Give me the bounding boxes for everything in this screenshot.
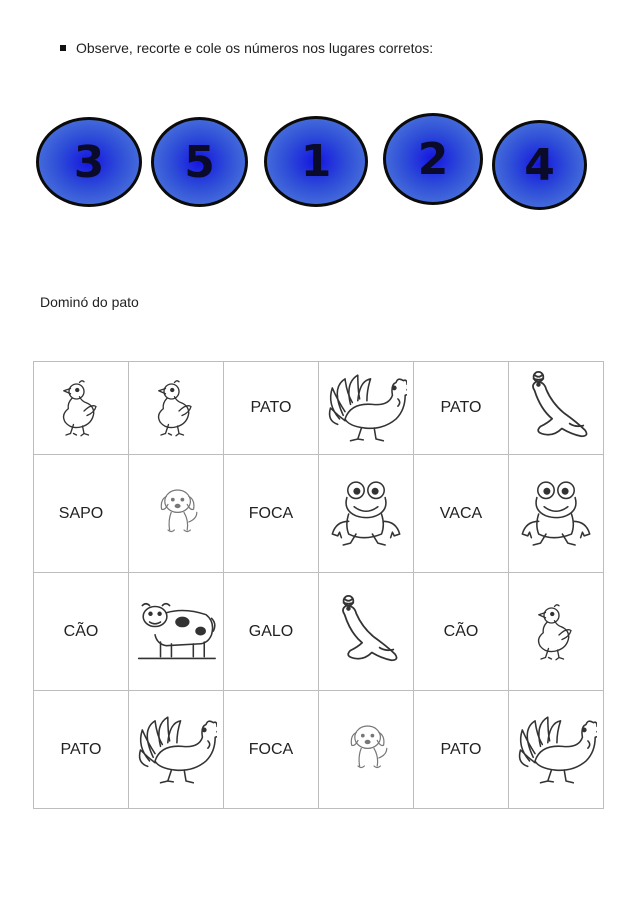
number-label: 2 <box>417 133 449 185</box>
number-circle[interactable] <box>383 113 483 205</box>
domino-word: VACA <box>439 504 483 522</box>
frog-icon <box>509 455 603 572</box>
duck-icon <box>509 573 603 690</box>
domino-cell <box>224 362 319 455</box>
rooster-icon <box>319 362 413 454</box>
domino-cell <box>129 455 224 573</box>
instruction-text: Observe, recorte e cole os números nos lugares corretos: <box>76 40 434 56</box>
domino-cell <box>224 691 319 809</box>
number-label: 4 <box>524 139 555 191</box>
domino-cell <box>34 362 129 455</box>
domino-cell <box>319 691 414 809</box>
domino-cell <box>224 573 319 691</box>
domino-cell <box>319 362 414 455</box>
domino-word: PATO <box>250 399 292 416</box>
domino-cell <box>129 573 224 691</box>
domino-word: CÃO <box>443 622 479 640</box>
domino-row <box>34 455 604 573</box>
duck-icon <box>34 362 128 454</box>
domino-cell <box>414 455 509 573</box>
domino-cell <box>34 455 129 573</box>
domino-cell <box>319 573 414 691</box>
domino-cell <box>414 362 509 455</box>
domino-cell <box>509 573 604 691</box>
rooster-icon <box>509 691 603 808</box>
domino-cell <box>34 691 129 809</box>
domino-table <box>33 361 604 809</box>
domino-cell <box>414 691 509 809</box>
dog-icon <box>129 455 223 572</box>
domino-cell <box>129 691 224 809</box>
domino-cell <box>129 362 224 455</box>
rooster-icon <box>129 691 223 808</box>
number-label: 1 <box>300 136 332 187</box>
domino-cell <box>509 455 604 573</box>
number-circle[interactable] <box>36 117 142 207</box>
number-circles <box>0 0 638 240</box>
domino-word: PATO <box>60 740 102 758</box>
seal-icon <box>319 573 413 690</box>
domino-row <box>34 691 604 809</box>
frog-icon <box>319 455 413 572</box>
domino-word: CÃO <box>63 622 99 640</box>
duck-icon <box>129 362 223 454</box>
domino-word: SAPO <box>58 504 104 522</box>
domino-word: PATO <box>440 740 482 758</box>
section-subtitle: Dominó do pato <box>40 294 139 310</box>
domino-row <box>34 362 604 455</box>
cow-icon <box>129 573 223 690</box>
domino-cell <box>509 362 604 455</box>
domino-word: FOCA <box>248 740 294 758</box>
number-label: 3 <box>73 136 105 188</box>
number-label: 5 <box>184 136 215 188</box>
domino-word: PATO <box>440 399 482 416</box>
domino-cell <box>34 573 129 691</box>
domino-row <box>34 573 604 691</box>
domino-word: FOCA <box>248 504 294 522</box>
number-circle[interactable] <box>492 120 587 210</box>
domino-cell <box>509 691 604 809</box>
domino-cell <box>414 573 509 691</box>
number-circle[interactable] <box>264 116 368 207</box>
dog-icon <box>319 691 413 808</box>
domino-word: GALO <box>248 622 294 640</box>
domino-cell <box>319 455 414 573</box>
seal-icon <box>509 362 603 454</box>
number-circle[interactable] <box>151 117 248 207</box>
domino-cell <box>224 455 319 573</box>
